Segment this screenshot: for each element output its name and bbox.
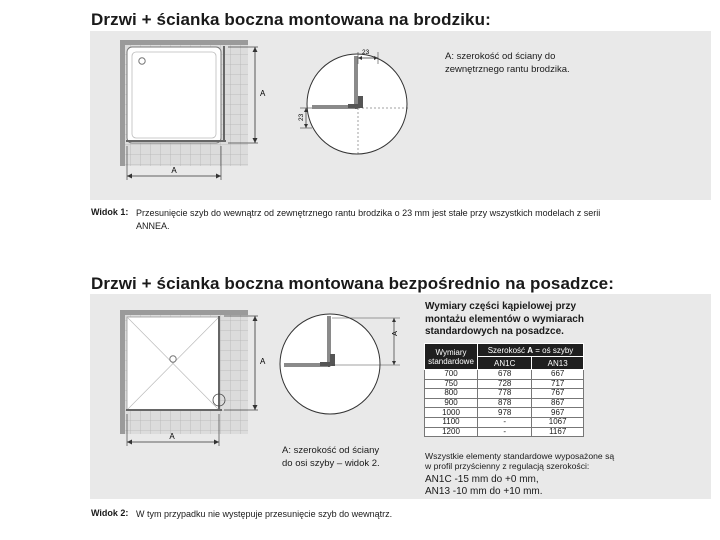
wall-vertical <box>120 310 125 434</box>
wall-vertical <box>120 40 125 166</box>
range-an1c: AN1C -15 mm do +0 mm, <box>425 474 539 485</box>
offset-label-left: 23 <box>298 113 305 121</box>
dimension-label-height: A <box>260 89 266 98</box>
table-row: 900 878 867 <box>425 398 584 408</box>
dimension-label-width: A <box>169 432 175 441</box>
section1-corner-detail <box>298 44 416 172</box>
section2-floorplan-diagram <box>110 300 272 460</box>
col-header-an13: AN13 <box>532 357 584 370</box>
glass-front <box>126 409 222 411</box>
dimension-label-height: A <box>260 357 266 366</box>
section2-corner-detail <box>272 306 407 426</box>
table-row: 800 778 767 <box>425 389 584 399</box>
drain <box>139 58 145 64</box>
dimension-label-width: A <box>171 166 177 175</box>
section2-caption-text: W tym przypadku nie występuje przesunięcie szyb do wewnątrz. <box>136 509 393 519</box>
glass-front <box>126 140 226 142</box>
drain <box>170 356 176 362</box>
tray-edge-vertical <box>354 56 358 106</box>
col-header-std: Wymiary standardowe <box>425 344 478 370</box>
dimensions-table <box>424 343 584 437</box>
wall-horizontal <box>120 310 248 315</box>
section1-floorplan-diagram <box>110 34 272 196</box>
circle-label-A: A <box>390 330 399 336</box>
table-row: 1100 - 1067 <box>425 417 584 427</box>
glass-side <box>223 46 225 142</box>
table-row: 700 678 667 <box>425 370 584 380</box>
section1-caption-label: Widok 1: <box>91 207 129 217</box>
section1-note: A: szerokość od ściany do zewnętrznego rantu brodzika. <box>445 51 570 75</box>
section2-title: Drzwi + ścianka boczna montowana bezpośrednio na posadzce: <box>91 274 614 293</box>
standard-note: Wszystkie elementy standardowe wyposażone są w profil przyścienny z regulacją szerokości: <box>425 451 615 472</box>
table-row: 1000 978 967 <box>425 408 584 418</box>
section2-note: A: szerokość od ściany do osi szyby – widok 2. <box>282 445 380 469</box>
col-header-an1c: AN1C <box>478 357 532 370</box>
wall-horizontal <box>120 40 248 45</box>
table-row: 1200 - 1167 <box>425 427 584 437</box>
dims-title: Wymiary części kąpielowej przy montażu elementów o wymiarach standardowych na posadzce. <box>425 301 584 337</box>
section1-caption-text: Przesunięcie szyb do wewnątrz od zewnętrznego rantu brodzika o 23 mm jest stałe przy wszystkich modelach z serii ANNEA. <box>136 208 601 231</box>
col-header-group: Szerokość A = oś szyby <box>478 344 584 357</box>
section1-title: Drzwi + ścianka boczna montowana na brodziku: <box>91 10 491 29</box>
glass-side <box>218 316 220 411</box>
range-an13: AN13 -10 mm do +10 mm. <box>425 486 543 497</box>
section2-caption-label: Widok 2: <box>91 508 129 518</box>
offset-label-top: 23 <box>362 49 370 56</box>
table-row: 750 728 717 <box>425 379 584 389</box>
